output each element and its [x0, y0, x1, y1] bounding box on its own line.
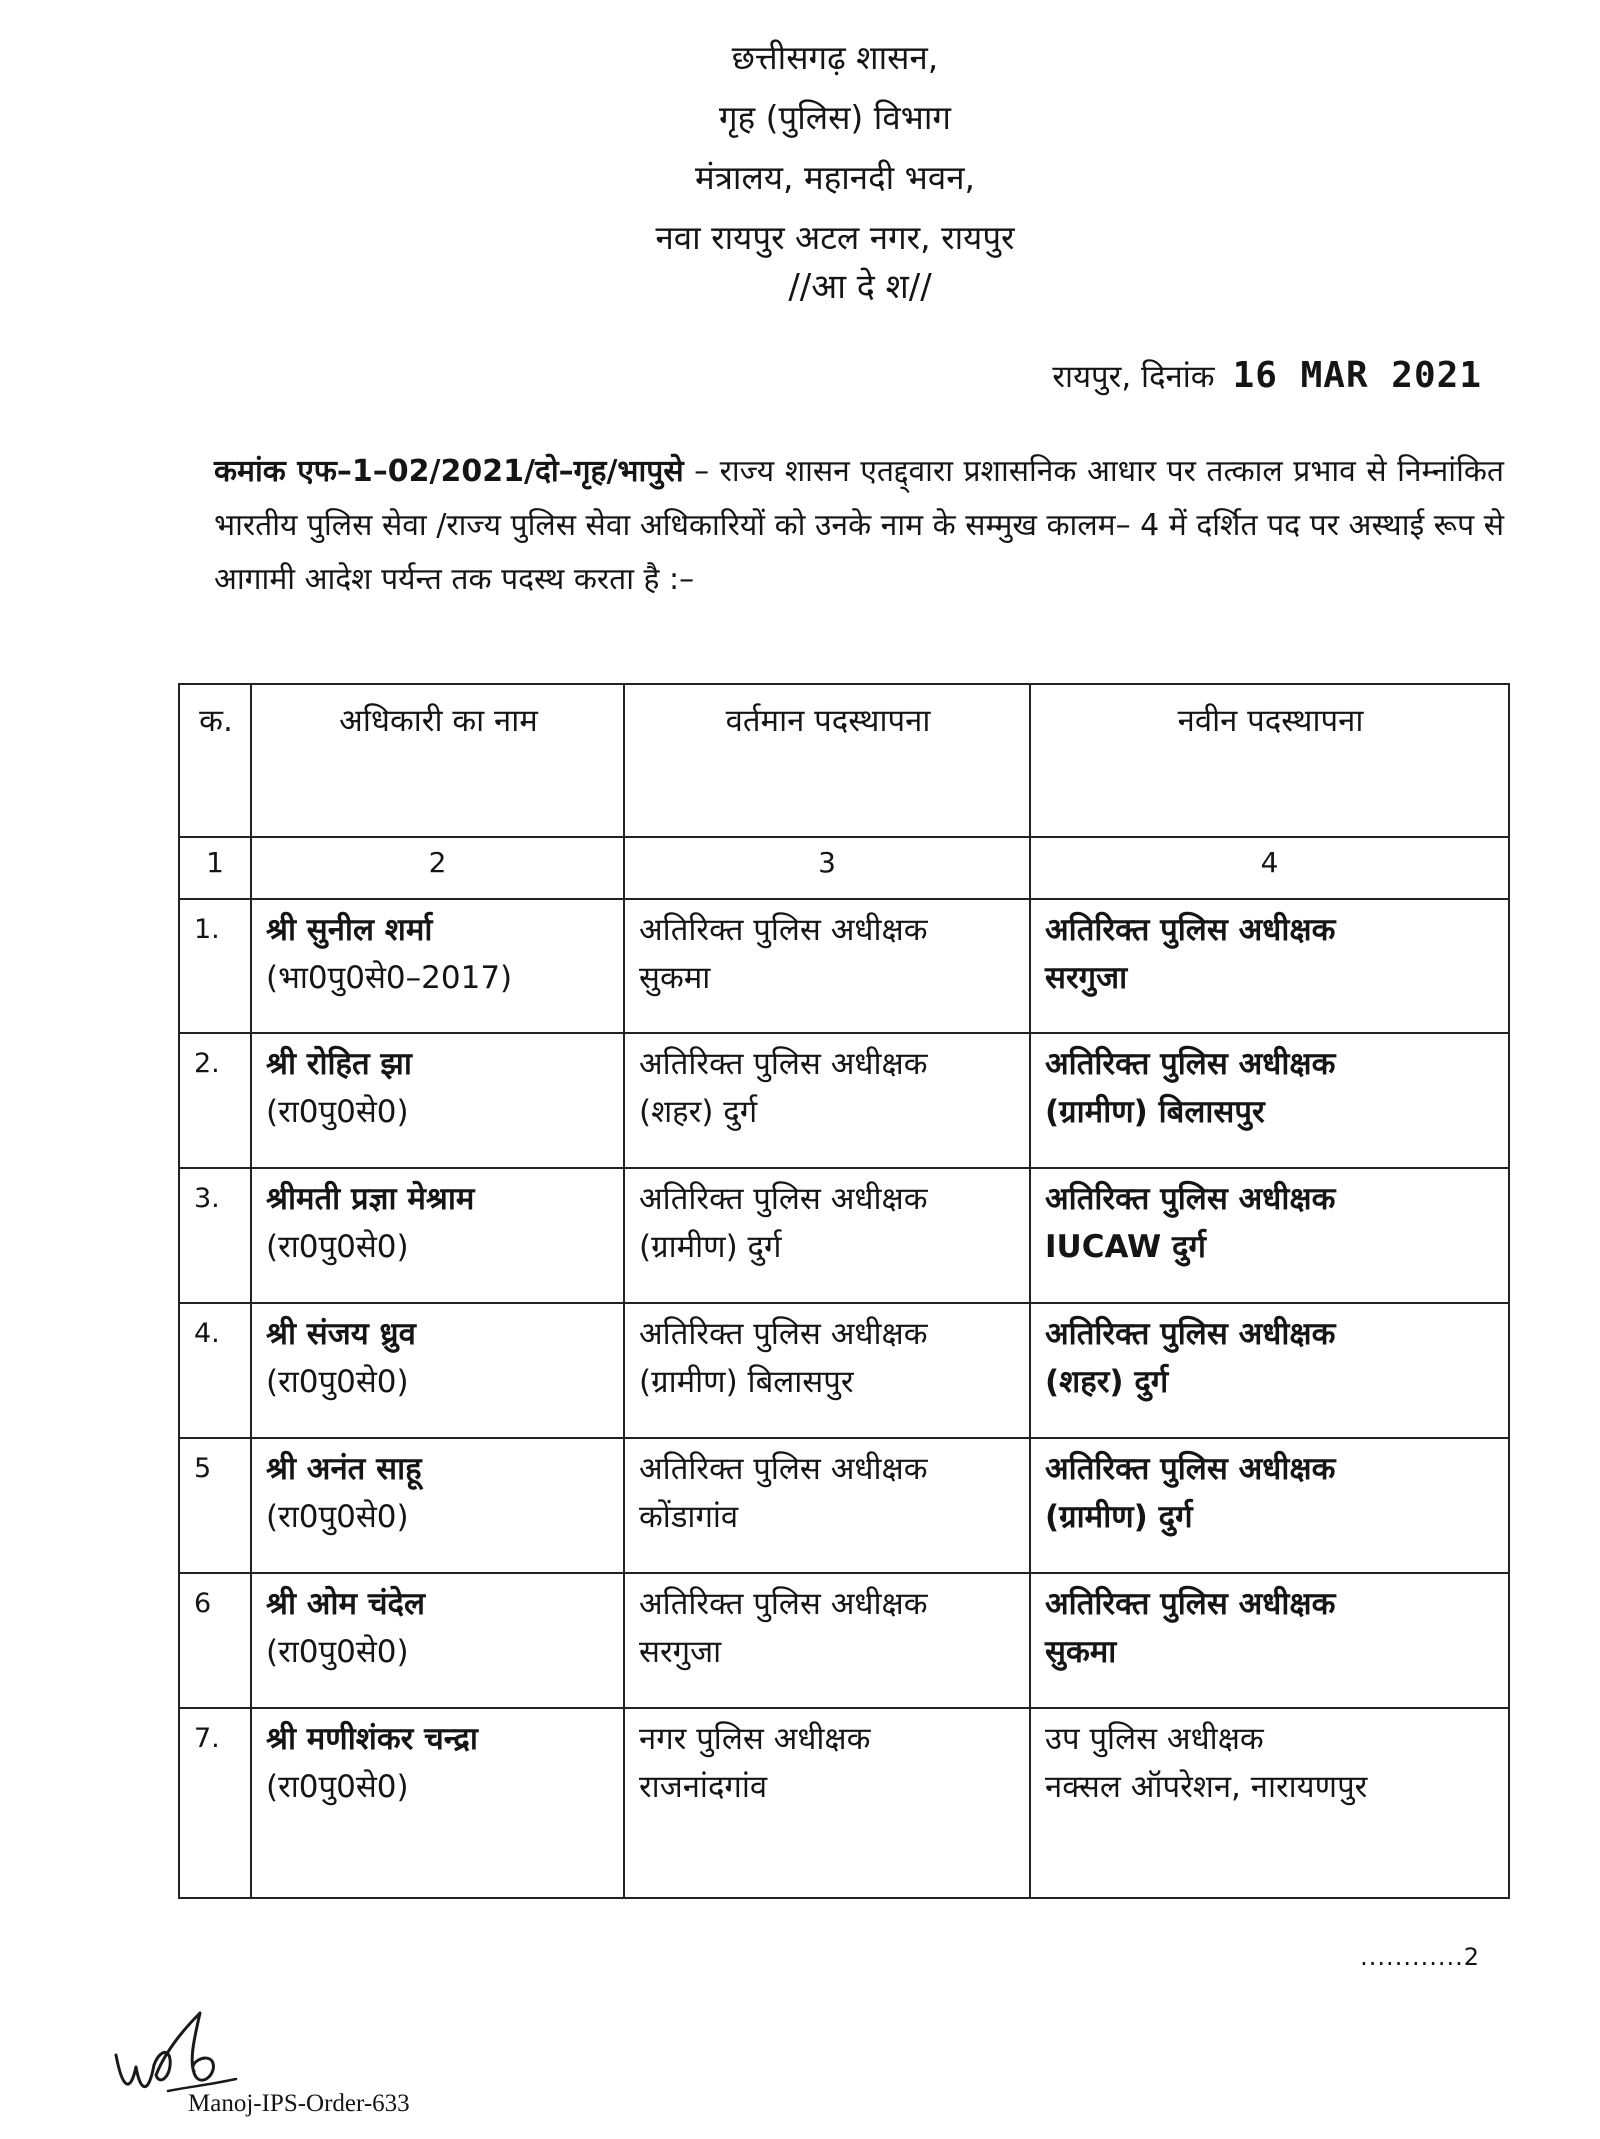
officer-name: श्री संजय ध्रुव	[266, 1316, 416, 1353]
officer-service: (रा0पु0से0)	[266, 1499, 409, 1536]
current-posting-cell	[624, 1708, 1030, 1898]
new-post: उप पुलिस अधीक्षक	[1045, 1720, 1264, 1757]
table-row	[179, 1438, 1509, 1573]
current-posting-cell	[624, 1168, 1030, 1303]
officer-service: (रा0पु0से0)	[266, 1229, 409, 1266]
current-posting-cell	[624, 899, 1030, 1034]
department-name: गृह (पुलिस) विभाग	[718, 98, 952, 137]
table-row	[179, 899, 1509, 1034]
officer-cell	[251, 1708, 624, 1898]
new-location: (शहर) दुर्ग	[1045, 1364, 1169, 1401]
postings-table	[178, 683, 1510, 1899]
new-post: अतिरिक्त पुलिस अधीक्षक	[1045, 1451, 1336, 1488]
header-current-posting: वर्तमान पदस्थापना	[624, 684, 1030, 837]
officer-cell	[251, 1168, 624, 1303]
officer-name: श्री ओम चंदेल	[266, 1585, 425, 1622]
current-location: (ग्रामीण) दुर्ग	[639, 1229, 782, 1266]
govt-name: छत्तीसगढ़ शासन,	[731, 38, 939, 77]
current-post: अतिरिक्त पुलिस अधीक्षक	[639, 1451, 928, 1488]
new-location: नक्सल ऑपरेशन, नारायणपुर	[1045, 1768, 1368, 1805]
new-posting-cell	[1030, 1438, 1509, 1573]
current-location: (शहर) दुर्ग	[639, 1094, 758, 1131]
header-officer-name: अधिकारी का नाम	[251, 684, 624, 837]
footer-reference: Manoj-IPS-Order-633	[188, 2090, 410, 2117]
date-line	[1052, 355, 1482, 397]
table-row	[179, 1708, 1509, 1898]
new-location: IUCAW दुर्ग	[1045, 1229, 1206, 1266]
letterhead	[0, 28, 1600, 268]
page-continuation: ............2	[1360, 1943, 1480, 1971]
date-stamp: 16 MAR 2021	[1232, 355, 1482, 396]
column-number: 4	[1030, 837, 1509, 898]
serial-number: 5	[179, 1438, 251, 1573]
new-post: अतिरिक्त पुलिस अधीक्षक	[1045, 1585, 1336, 1622]
header-sno: क.	[179, 684, 251, 837]
order-title: //आ दे श//	[788, 267, 932, 307]
serial-number: 1.	[179, 899, 251, 1034]
new-location: (ग्रामीण) दुर्ग	[1045, 1499, 1193, 1536]
officer-service: (रा0पु0से0)	[266, 1768, 409, 1805]
current-posting-cell	[624, 1573, 1030, 1708]
date-label: रायपुर, दिनांक	[1052, 359, 1215, 395]
current-location: सुकमा	[639, 959, 711, 996]
table-row	[179, 1303, 1509, 1438]
current-post: अतिरिक्त पुलिस अधीक्षक	[639, 1316, 928, 1353]
officer-name: श्री मणीशंकर चन्द्रा	[266, 1720, 478, 1757]
officer-cell	[251, 1303, 624, 1438]
current-post: अतिरिक्त पुलिस अधीक्षक	[639, 1181, 928, 1218]
order-reference-number: कमांक एफ–1–02/2021/दो–गृह/भापुसे	[214, 454, 684, 489]
order-intro-text: – राज्य शासन एतद्द्वारा प्रशासनिक आधार पर तत्काल प्रभाव से निम्नांकित भारतीय पुलिस सेवा /राज्य पुलिस सेवा अधिकारियों को उनके नाम के सम्मुख कालम– 4 में दर्शित पद पर अस्थाई रूप से आगामी आदेश पर्यन्त तक पदस्थ करता है :–	[214, 454, 1504, 597]
current-post: अतिरिक्त पुलिस अधीक्षक	[639, 1046, 928, 1083]
order-intro	[214, 445, 1504, 607]
table-row	[179, 1573, 1509, 1708]
officer-cell	[251, 1033, 624, 1168]
new-post: अतिरिक्त पुलिस अधीक्षक	[1045, 911, 1336, 948]
officer-name: श्री अनंत साहू	[266, 1451, 422, 1488]
current-location: राजनांदगांव	[639, 1768, 768, 1805]
current-posting-cell	[624, 1438, 1030, 1573]
column-number: 3	[624, 837, 1030, 898]
officer-service: (रा0पु0से0)	[266, 1094, 409, 1131]
current-post: अतिरिक्त पुलिस अधीक्षक	[639, 1585, 928, 1622]
current-posting-cell	[624, 1033, 1030, 1168]
ministry-address: मंत्रालय, महानदी भवन,	[694, 158, 976, 197]
new-posting-cell	[1030, 1708, 1509, 1898]
serial-number: 2.	[179, 1033, 251, 1168]
current-location: (ग्रामीण) बिलासपुर	[639, 1364, 854, 1401]
officer-name: श्री रोहित झा	[266, 1046, 412, 1083]
new-post: अतिरिक्त पुलिस अधीक्षक	[1045, 1046, 1336, 1083]
new-location: (ग्रामीण) बिलासपुर	[1045, 1094, 1265, 1131]
officer-service: (भा0पु0से0–2017)	[266, 959, 513, 996]
officer-service: (रा0पु0से0)	[266, 1633, 409, 1670]
new-post: अतिरिक्त पुलिस अधीक्षक	[1045, 1316, 1336, 1353]
column-number-row	[179, 837, 1509, 898]
new-posting-cell	[1030, 899, 1509, 1034]
officer-cell	[251, 1573, 624, 1708]
city-address: नवा रायपुर अटल नगर, रायपुर	[655, 218, 1015, 257]
serial-number: 7.	[179, 1708, 251, 1898]
new-posting-cell	[1030, 1033, 1509, 1168]
header-new-posting: नवीन पदस्थापना	[1030, 684, 1509, 837]
table-row	[179, 1168, 1509, 1303]
new-posting-cell	[1030, 1303, 1509, 1438]
new-location: सुकमा	[1045, 1633, 1117, 1670]
table-header-row	[179, 684, 1509, 837]
new-posting-cell	[1030, 1573, 1509, 1708]
new-post: अतिरिक्त पुलिस अधीक्षक	[1045, 1181, 1336, 1218]
new-location: सरगुजा	[1045, 959, 1128, 996]
column-number: 1	[179, 837, 251, 898]
current-posting-cell	[624, 1303, 1030, 1438]
officer-service: (रा0पु0से0)	[266, 1364, 409, 1401]
new-posting-cell	[1030, 1168, 1509, 1303]
current-location: कोंडागांव	[639, 1499, 739, 1536]
table-row	[179, 1033, 1509, 1168]
signature-icon	[108, 1995, 258, 2105]
serial-number: 4.	[179, 1303, 251, 1438]
serial-number: 3.	[179, 1168, 251, 1303]
current-location: सरगुजा	[639, 1633, 722, 1670]
officer-name: श्रीमती प्रज्ञा मेश्राम	[266, 1181, 475, 1218]
officer-cell	[251, 1438, 624, 1573]
serial-number: 6	[179, 1573, 251, 1708]
column-number: 2	[251, 837, 624, 898]
current-post: अतिरिक्त पुलिस अधीक्षक	[639, 911, 928, 948]
current-post: नगर पुलिस अधीक्षक	[639, 1720, 871, 1757]
officer-cell	[251, 899, 624, 1034]
officer-name: श्री सुनील शर्मा	[266, 911, 433, 948]
